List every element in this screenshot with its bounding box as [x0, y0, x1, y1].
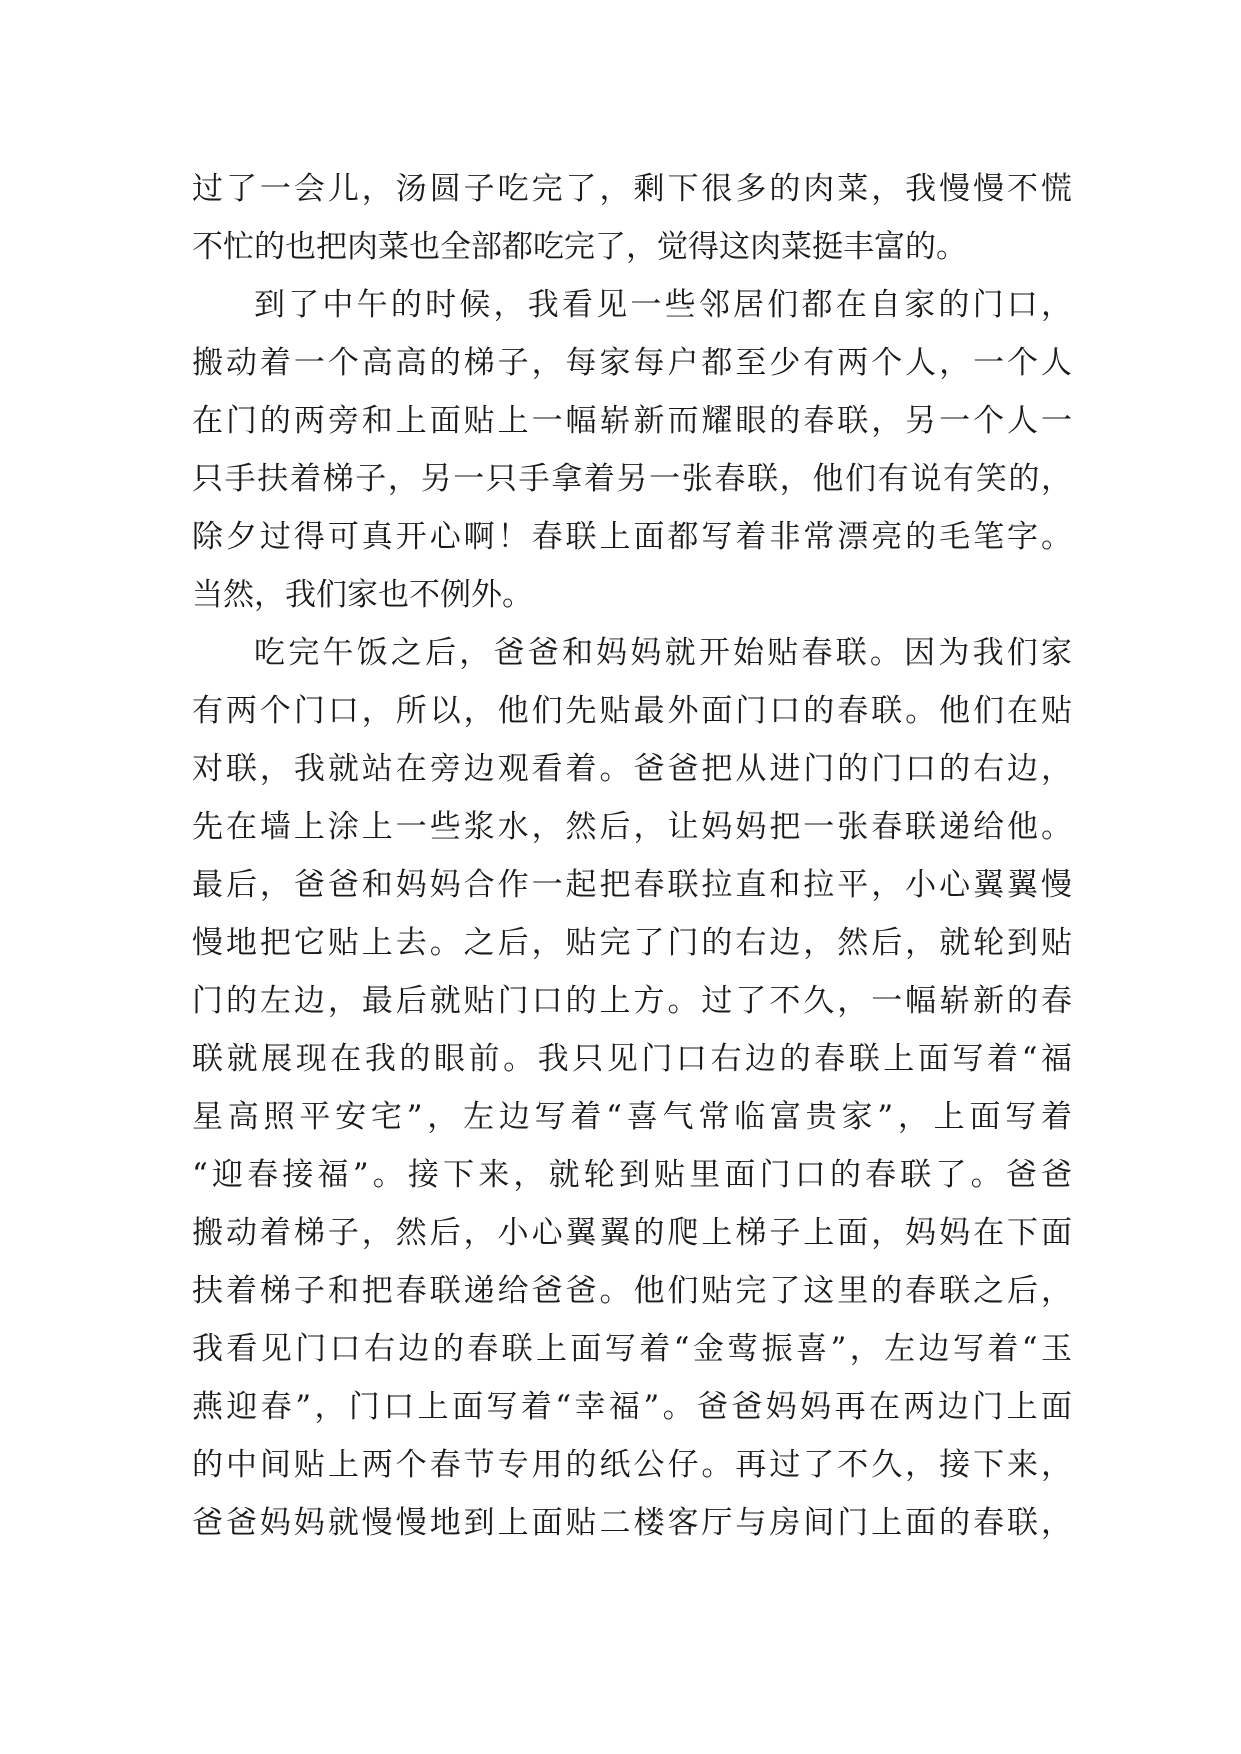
text-line: 燕迎春”，门口上面写着“幸福”。爸爸妈妈再在两边门上面: [192, 1389, 1072, 1425]
text-line: 门的左边，最后就贴门口的上方。过了不久，一幅崭新的春: [192, 983, 1072, 1019]
text-line: 最后，爸爸和妈妈合作一起把春联拉直和拉平，小心翼翼慢: [192, 867, 1072, 903]
text-line: 当然，我们家也不例外。: [192, 577, 533, 613]
text-line: “迎春接福”。接下来，就轮到贴里面门口的春联了。爸爸: [192, 1157, 1072, 1193]
text-line: 星高照平安宅”，左边写着“喜气常临富贵家”，上面写着: [192, 1099, 1072, 1135]
text-line: 吃完午饭之后，爸爸和妈妈就开始贴春联。因为我们家: [254, 635, 1072, 671]
text-line: 我看见门口右边的春联上面写着“金莺振喜”，左边写着“玉: [192, 1331, 1072, 1367]
text-line: 搬动着梯子，然后，小心翼翼的爬上梯子上面，妈妈在下面: [192, 1215, 1072, 1251]
text-line: 不忙的也把肉菜也全部都吃完了，觉得这肉菜挺丰富的。: [192, 229, 967, 265]
text-line: 在门的两旁和上面贴上一幅崭新而耀眼的春联，另一个人一: [192, 403, 1072, 439]
text-line: 除夕过得可真开心啊！春联上面都写着非常漂亮的毛笔字。: [192, 519, 1072, 555]
text-line: 到了中午的时候，我看见一些邻居们都在自家的门口，: [254, 287, 1072, 323]
body-text: [192, 160, 1072, 1552]
text-line: 扶着梯子和把春联递给爸爸。他们贴完了这里的春联之后，: [192, 1273, 1072, 1309]
text-line: 的中间贴上两个春节专用的纸公仔。再过了不久，接下来，: [192, 1447, 1072, 1483]
text-line: 只手扶着梯子，另一只手拿着另一张春联，他们有说有笑的，: [192, 461, 1072, 497]
text-line: 搬动着一个高高的梯子，每家每户都至少有两个人，一个人: [192, 345, 1072, 381]
text-line: 联就展现在我的眼前。我只见门口右边的春联上面写着“福: [192, 1041, 1072, 1077]
text-line: 先在墙上涂上一些浆水，然后，让妈妈把一张春联递给他。: [192, 809, 1072, 845]
text-line: 对联，我就站在旁边观看着。爸爸把从进门的门口的右边，: [192, 751, 1072, 787]
text-line: 有两个门口，所以，他们先贴最外面门口的春联。他们在贴: [192, 693, 1072, 729]
text-line: 慢地把它贴上去。之后，贴完了门的右边，然后，就轮到贴: [192, 925, 1072, 961]
text-line: 爸爸妈妈就慢慢地到上面贴二楼客厅与房间门上面的春联，: [192, 1505, 1072, 1541]
text-line: 过了一会儿，汤圆子吃完了，剩下很多的肉菜，我慢慢不慌: [192, 171, 1072, 207]
